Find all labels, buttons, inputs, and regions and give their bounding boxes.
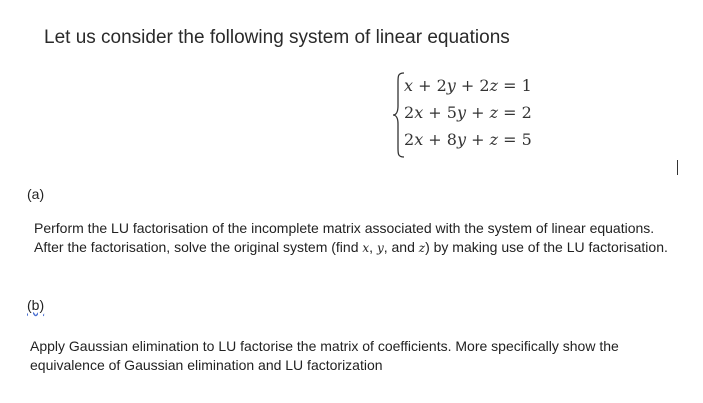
equation-list [404, 72, 532, 153]
equation-system [392, 72, 562, 158]
text-cursor [677, 160, 678, 175]
part-a-text: Perform the LU factorisation of the incomplete matrix associated with the system of linear equations. After the factorisation, solve the original system (find x, y, and z) by making use of the LU factorisation. [34, 220, 668, 255]
part-b-text: Apply Gaussian elimination to LU factorise the matrix of coefficients. More specifically show the equivalence of Gaussian elimination and LU factorization [30, 338, 619, 373]
part-a-label: (a) [27, 186, 45, 202]
equation-row-2: 2x + 5y + z = 2 [404, 103, 532, 122]
intro-text: Let us consider the following system of linear equations [44, 27, 510, 48]
equation-row-3: 2x + 8y + z = 5 [404, 130, 532, 149]
part-b-label: (b) [27, 297, 45, 313]
equation-row-1: x + 2y + 2z = 1 [404, 76, 532, 95]
